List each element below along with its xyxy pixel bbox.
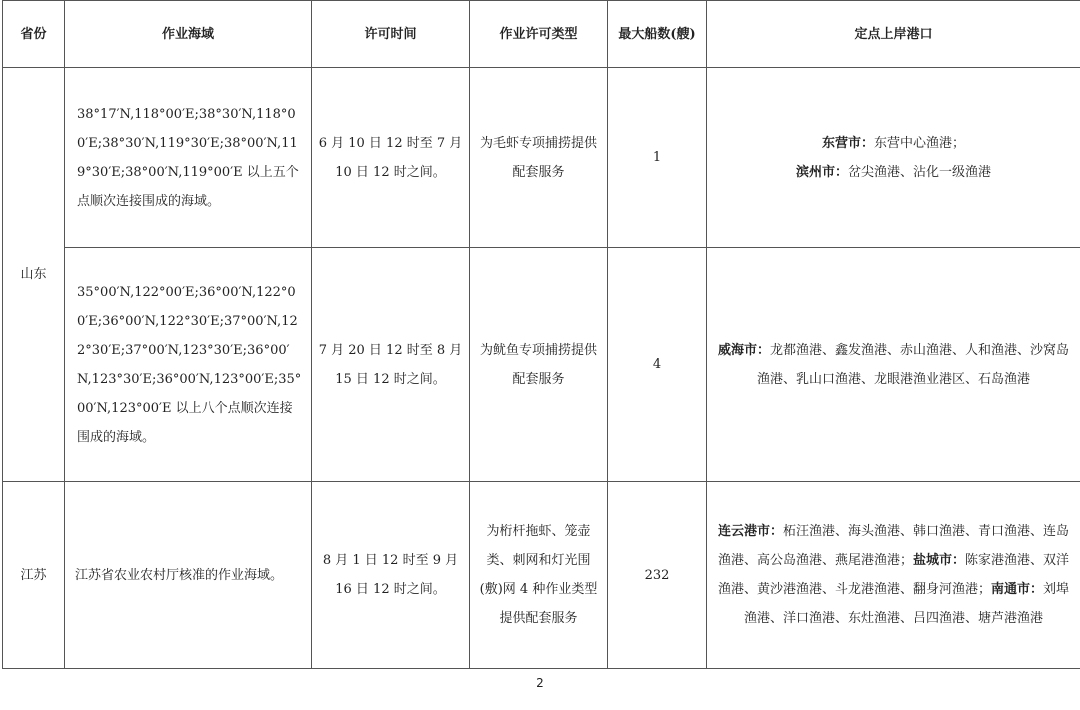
port-list: 刘埠渔港、洋口渔港、东灶渔港、吕四渔港、塘芦港渔港 — [743, 582, 1070, 626]
page-number: 2 — [536, 676, 544, 690]
port-city: 盐城市： — [912, 553, 965, 568]
header-province: 省份 — [3, 1, 65, 68]
port-line — [715, 129, 1072, 158]
ports-cell — [707, 482, 1080, 669]
max-ships-cell: 1 — [608, 68, 707, 248]
province-cell: 山东 — [3, 68, 65, 482]
port-list: 陈家港渔港、双洋渔港、黄沙港渔港、斗龙港渔港、翻身河渔港； — [717, 553, 1070, 597]
area-cell: 35°00′N,122°00′E;36°00′N,122°00′E;36°00′N,122°30′E;37°00′N,122°30′E;37°00′N,123°30′E;36°00′N,123°30′E;36°00′N,123°00′E;35°00′N,123°00′E 以上八个点顺次连接围成的海域。 — [65, 248, 312, 482]
type-cell: 为桁杆拖虾、笼壶类、刺网和灯光围(敷)网 4 种作业类型提供配套服务 — [470, 482, 608, 669]
port-city: 滨州市： — [795, 164, 848, 180]
port-list: 东营中心渔港； — [874, 135, 966, 151]
table-row — [3, 68, 1080, 248]
time-cell: 8 月 1 日 12 时至 9 月 16 日 12 时之间。 — [312, 482, 470, 669]
port-line — [715, 158, 1072, 187]
province-cell: 江苏 — [3, 482, 65, 669]
port-city: 威海市： — [717, 342, 770, 358]
area-cell: 江苏省农业农村厅核准的作业海域。 — [65, 482, 312, 669]
max-ships-cell: 4 — [608, 248, 707, 482]
header-row — [3, 1, 1080, 68]
port-city: 南通市： — [990, 582, 1043, 597]
port-list: 岔尖渔港、沾化一级渔港 — [848, 164, 992, 180]
time-cell: 7 月 20 日 12 时至 8 月 15 日 12 时之间。 — [312, 248, 470, 482]
type-cell: 为毛虾专项捕捞提供配套服务 — [470, 68, 608, 248]
header-ports: 定点上岸港口 — [707, 1, 1080, 68]
table-row — [3, 248, 1080, 482]
max-ships-cell: 232 — [608, 482, 707, 669]
permit-table — [2, 0, 1080, 669]
table-row — [3, 482, 1080, 669]
port-list: 龙都渔港、鑫发渔港、赤山渔港、人和渔港、沙窝岛渔港、乳山口渔港、龙眼港渔业港区、石岛渔港 — [756, 342, 1070, 387]
port-list: 柘汪渔港、海头渔港、韩口渔港、青口渔港、连岛渔港、高公岛渔港、燕尾港渔港； — [717, 524, 1070, 568]
ports-cell — [707, 248, 1080, 482]
header-type: 作业许可类型 — [470, 1, 608, 68]
header-time: 许可时间 — [312, 1, 470, 68]
port-city: 连云港市： — [717, 524, 783, 539]
type-cell: 为鱿鱼专项捕捞提供配套服务 — [470, 248, 608, 482]
ports-cell — [707, 68, 1080, 248]
area-cell: 38°17′N,118°00′E;38°30′N,118°00′E;38°30′N,119°30′E;38°00′N,119°30′E;38°00′N,119°00′E 以上五个点顺次连接围成的海域。 — [65, 68, 312, 248]
header-area: 作业海域 — [65, 1, 312, 68]
header-max-ships: 最大船数(艘) — [608, 1, 707, 68]
time-cell: 6 月 10 日 12 时至 7 月 10 日 12 时之间。 — [312, 68, 470, 248]
port-city: 东营市： — [821, 135, 874, 151]
